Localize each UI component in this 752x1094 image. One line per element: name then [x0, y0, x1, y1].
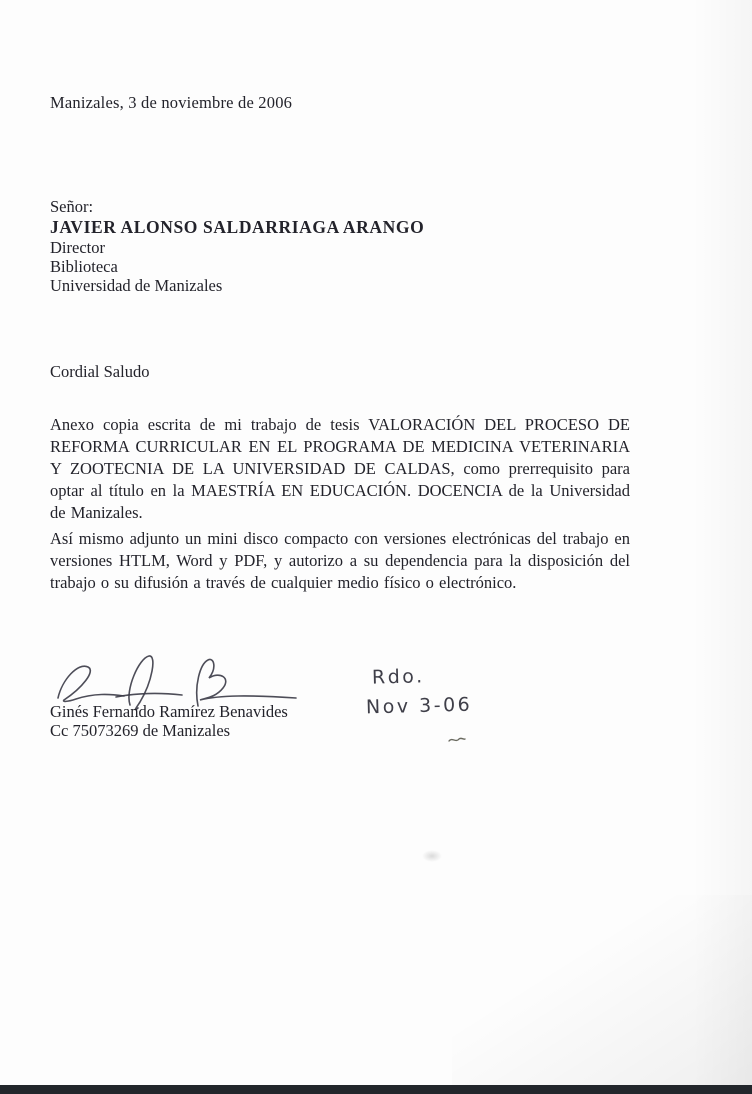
signer-id-line: Cc 75073269 de Manizales	[50, 721, 231, 740]
handwritten-signature	[52, 648, 302, 710]
letter-paragraph-1: Anexo copia escrita de mi trabajo de tesis VALORACIÓN DEL PROCESO DE REFORMA CURRICULAR EN EL PROGRAMA DE MEDICINA VETERINARIA Y ZOOTECNIA DE LA UNIVERSIDAD DE CALDAS, como prerrequisito para optar al título en la MAESTRÍA EN EDUCACIÓN. DOCENCIA de la Universidad de Manizales.	[50, 415, 630, 522]
letter-date: Manizales, 3 de noviembre de 2006	[50, 93, 293, 112]
scan-shadow-bottom-right	[452, 895, 752, 1085]
recipient-block	[50, 197, 424, 295]
recipient-role: Director	[50, 238, 105, 257]
letter-greeting: Cordial Saludo	[50, 362, 150, 381]
scan-edge-strip	[0, 1085, 752, 1094]
signer-name: Ginés Fernando Ramírez Benavides	[50, 702, 288, 721]
recipient-institution: Universidad de Manizales	[50, 276, 223, 295]
scan-smudge	[422, 850, 442, 862]
letter-paragraph-2: Así mismo adjunto un mini disco compacto con versiones electrónicas del trabajo en versiones HTLM, Word y PDF, y autorizo a su dependencia para la disposición del trabajo o su difusión a través de cualquier medio físico o electrónico.	[50, 529, 630, 592]
ink-mark	[448, 736, 466, 745]
scan-shadow-right-edge	[692, 0, 752, 1094]
recipient-salutation: Señor:	[50, 197, 94, 216]
handwritten-note-line2: Nov 3-06	[365, 693, 473, 719]
handwritten-note-line1: Rdo.	[371, 665, 425, 689]
recipient-name: JAVIER ALONSO SALDARRIAGA ARANGO	[50, 217, 425, 237]
recipient-unit: Biblioteca	[50, 257, 118, 276]
